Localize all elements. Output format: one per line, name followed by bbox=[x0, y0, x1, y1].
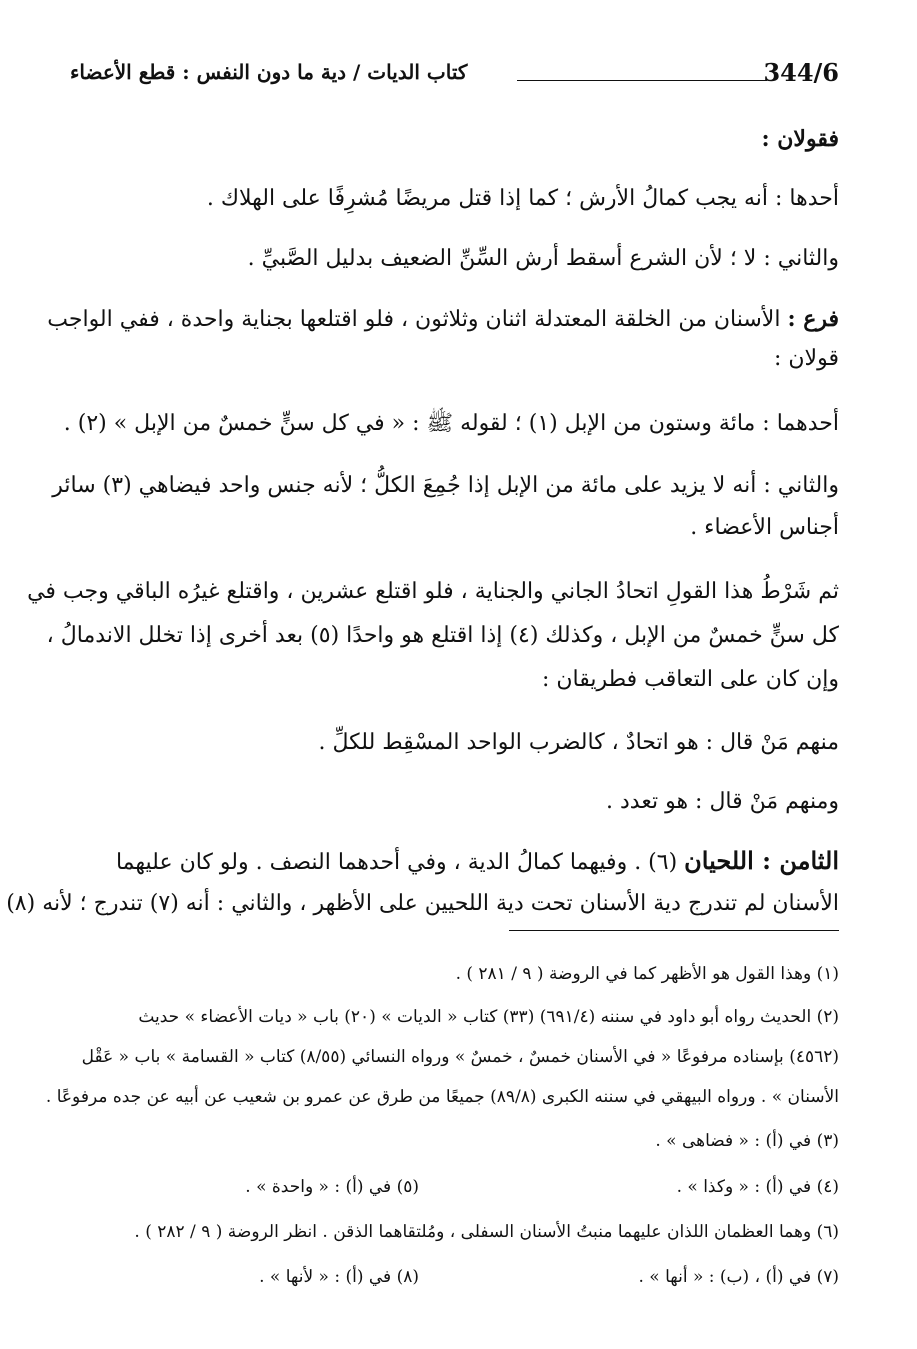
running-title: كتاب الديات / دية ما دون النفس : قطع الأعضاء bbox=[70, 60, 468, 84]
body-line-6: أحدهما : مائة وستون من الإبل (١) ؛ لقوله ﷺ : « في كل سنٍّ خمسٌ من الإبل » (٢) . bbox=[63, 411, 839, 436]
page-number: 344/6 bbox=[763, 58, 839, 87]
footnote-5: (٥) في (أ) : « واحدة » . bbox=[245, 1177, 419, 1197]
body-line-13: ومنهم مَنْ قال : هو تعدد . bbox=[606, 789, 839, 814]
body-line-5: قولان : bbox=[774, 346, 839, 371]
body-line-7: والثاني : أنه لا يزيد على مائة من الإبل إذا جُمِعَ الكلُّ ؛ لأنه جنس واحد فيضاهي (٣) سائر bbox=[52, 473, 839, 498]
body-line-1: فقولان : bbox=[761, 126, 839, 152]
section-text: (٦) . وفيهما كمالُ الدية ، وفي أحدهما النصف . ولو كان عليهما bbox=[115, 850, 685, 875]
footnote-1: (١) وهذا القول هو الأظهر كما في الروضة ( ٩ / ٢٨١ ) . bbox=[455, 964, 839, 984]
body-line-4 bbox=[47, 303, 839, 336]
footnote-8: (٨) في (أ) : « لأنها » . bbox=[259, 1267, 419, 1287]
footnote-7: (٧) في (أ) ، (ب) : « أنها » . bbox=[638, 1267, 839, 1287]
body-line-8: أجناس الأعضاء . bbox=[690, 515, 839, 540]
body-line-3: والثاني : لا ؛ لأن الشرع أسقط أرش السِّنِّ الضعيف بدليل الصَّبيِّ . bbox=[247, 246, 839, 271]
footnote-4: (٤) في (أ) : « وكذا » . bbox=[676, 1177, 839, 1197]
footnote-separator bbox=[509, 930, 839, 931]
footnote-6: (٦) وهما العظمان اللذان عليهما منبتُ الأسنان السفلى ، ومُلتقاهما الذقن . انظر الروضة ( ٩ / ٢٨٢ ) . bbox=[134, 1222, 839, 1242]
section-label: الثامن : اللحيان bbox=[684, 846, 839, 875]
footnote-3: (٣) في (أ) : « فضاهى » . bbox=[655, 1131, 839, 1151]
body-line-14 bbox=[70, 845, 839, 879]
body-line-2: أحدها : أنه يجب كمالُ الأرش ؛ كما إذا قتل مريضًا مُشرِفًا على الهلاك . bbox=[206, 186, 839, 211]
footnote-row-4-5 bbox=[70, 1173, 839, 1201]
footnote-2-line-2: (٤٥٦٢) بإسناده مرفوعًا « في الأسنان خمسٌ ، خمسٌ » ورواه النسائي (٨/٥٥) كتاب « القسامة » باب « عَقْل bbox=[81, 1047, 839, 1067]
branch-text: الأسنان من الخلقة المعتدلة اثنان وثلاثون ، فلو اقتلعها بجناية واحدة ، ففي الواجب bbox=[47, 307, 788, 332]
body-line-10: كل سنٍّ خمسٌ من الإبل ، وكذلك (٤) إذا اقتلع هو واحدًا (٥) بعد أخرى إذا تخلل الاندمالُ ، bbox=[46, 623, 839, 648]
body-line-12: منهم مَنْ قال : هو اتحادٌ ، كالضرب الواحد المسْقِط للكلِّ . bbox=[318, 730, 839, 755]
footnote-2-line-1: (٢) الحديث رواه أبو داود في سننه (٦٩١/٤) (٣٣) كتاب « الديات » (٢٠) باب « ديات الأعضاء » حديث bbox=[138, 1007, 839, 1027]
branch-label: فرع : bbox=[787, 306, 839, 332]
page-header bbox=[70, 58, 839, 98]
body-line-9: ثم شَرْطُ هذا القولِ اتحادُ الجاني والجناية ، فلو اقتلع عشرين ، واقتلع غيرُه الباقي وجب في bbox=[27, 579, 839, 604]
body-line-15: الأسنان لم تندرج دية الأسنان تحت دية اللحيين على الأظهر ، والثاني : أنه (٧) تندرج ؛ لأنه (٨) bbox=[6, 891, 839, 916]
body-line-11: وإن كان على التعاقب فطريقان : bbox=[541, 667, 839, 692]
footnote-row-7-8 bbox=[70, 1263, 839, 1291]
footnote-2-line-3: الأسنان » . ورواه البيهقي في سننه الكبرى (٨٩/٨) جميعًا من طرق عن عمرو بن شعيب عن أبيه عن جده مرفوعًا . bbox=[45, 1087, 839, 1107]
header-rule bbox=[517, 80, 767, 81]
